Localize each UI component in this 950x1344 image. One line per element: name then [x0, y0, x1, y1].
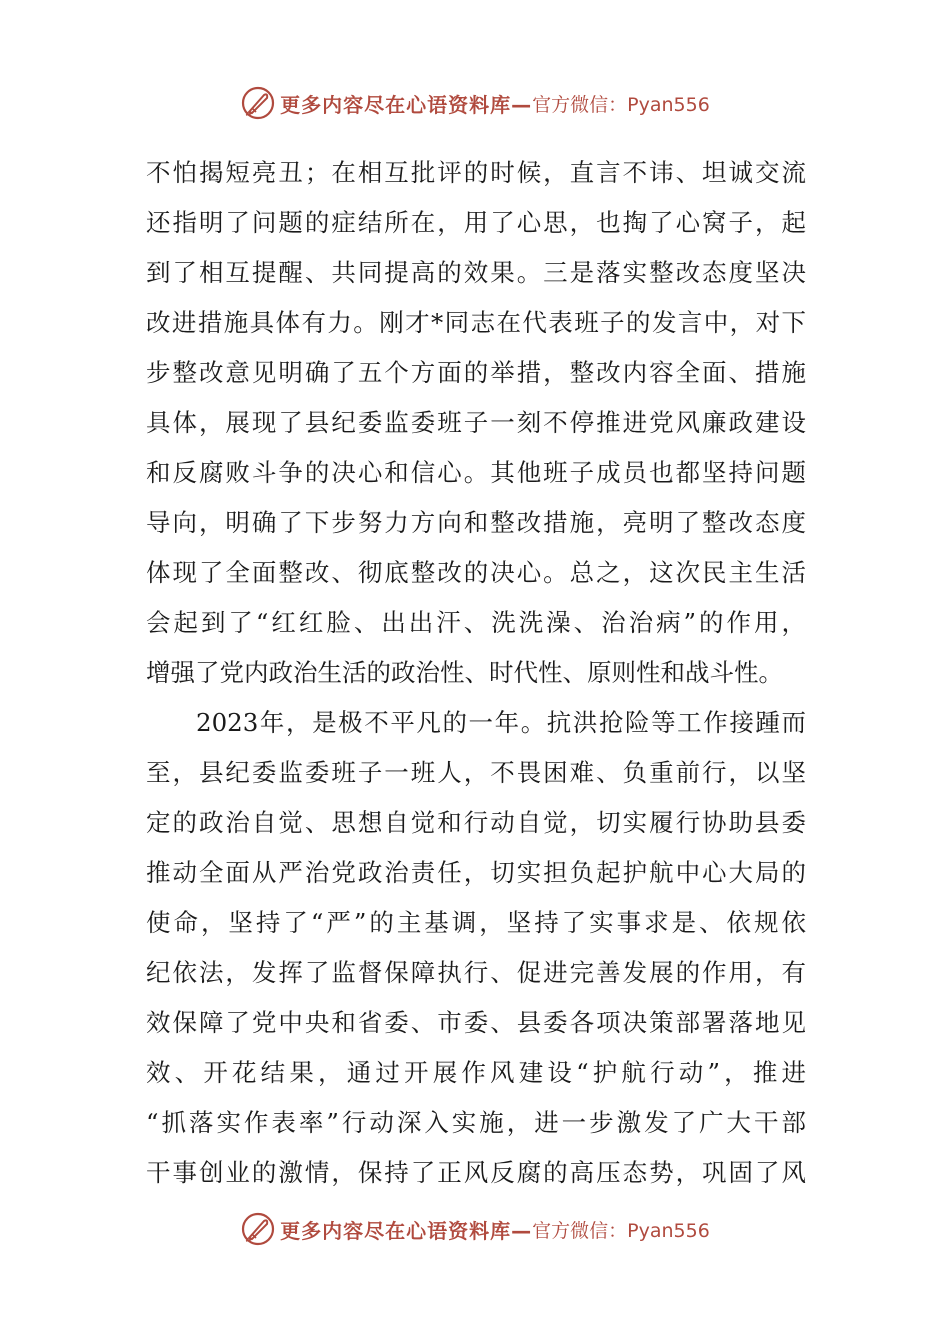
text-line: 使命，坚持了“严”的主基调，坚持了实事求是、依规依	[146, 908, 806, 937]
text-line: 推动全面从严治党政治责任，切实担负起护航中心大局的	[146, 858, 806, 887]
paragraph-first-line: 2023年，是极不平凡的一年。抗洪抢险等工作接踵而	[196, 708, 806, 737]
quill-logo-icon	[240, 1211, 276, 1247]
text-line: “抓落实作表率”行动深入实施，进一步激发了广大干部	[146, 1108, 806, 1137]
text-line: 至，县纪委监委班子一班人，不畏困难、负重前行，以坚	[146, 758, 806, 787]
text-line: 增强了党内政治生活的政治性、时代性、原则性和战斗性。	[146, 658, 783, 687]
text-line: 体现了全面整改、彻底整改的决心。总之，这次民主生活	[146, 558, 806, 587]
text-line: 定的政治自觉、思想自觉和行动自觉，切实履行协助县委	[146, 808, 806, 837]
text-line: 效保障了党中央和省委、市委、县委各项决策部署落地见	[146, 1008, 806, 1037]
text-line: 和反腐败斗争的决心和信心。其他班子成员也都坚持问题	[146, 458, 806, 487]
text-line: 导向，明确了下步努力方向和整改措施，亮明了整改态度	[146, 508, 806, 537]
header-watermark-banner	[0, 78, 950, 128]
quill-logo-icon	[240, 85, 276, 121]
watermark-wechat: 官方微信：Pyan556	[532, 1219, 710, 1242]
watermark-slogan: 更多内容尽在心语资料库—	[280, 92, 533, 117]
text-line: 会起到了“红红脸、出出汗、洗洗澡、治治病”的作用，	[146, 608, 806, 637]
document-body	[146, 148, 806, 1198]
watermark-wechat: 官方微信：Pyan556	[532, 93, 710, 116]
watermark-slogan: 更多内容尽在心语资料库—	[280, 1218, 533, 1243]
text-line: 具体，展现了县纪委监委班子一刻不停推进党风廉政建设	[146, 408, 806, 437]
footer-watermark-banner	[0, 1204, 950, 1254]
text-line: 到了相互提醒、共同提高的效果。三是落实整改态度坚决	[146, 258, 806, 287]
text-line: 纪依法，发挥了监督保障执行、促进完善发展的作用，有	[146, 958, 806, 987]
text-line: 干事创业的激情，保持了正风反腐的高压态势，巩固了风	[146, 1158, 806, 1187]
text-line: 改进措施具体有力。刚才*同志在代表班子的发言中，对下	[146, 308, 806, 337]
text-line: 不怕揭短亮丑；在相互批评的时候，直言不讳、坦诚交流	[146, 158, 806, 187]
text-line: 还指明了问题的症结所在，用了心思，也掏了心窝子，起	[146, 208, 806, 237]
text-line: 步整改意见明确了五个方面的举措，整改内容全面、措施	[146, 358, 806, 387]
text-line: 效、开花结果，通过开展作风建设“护航行动”，推进	[146, 1058, 806, 1087]
